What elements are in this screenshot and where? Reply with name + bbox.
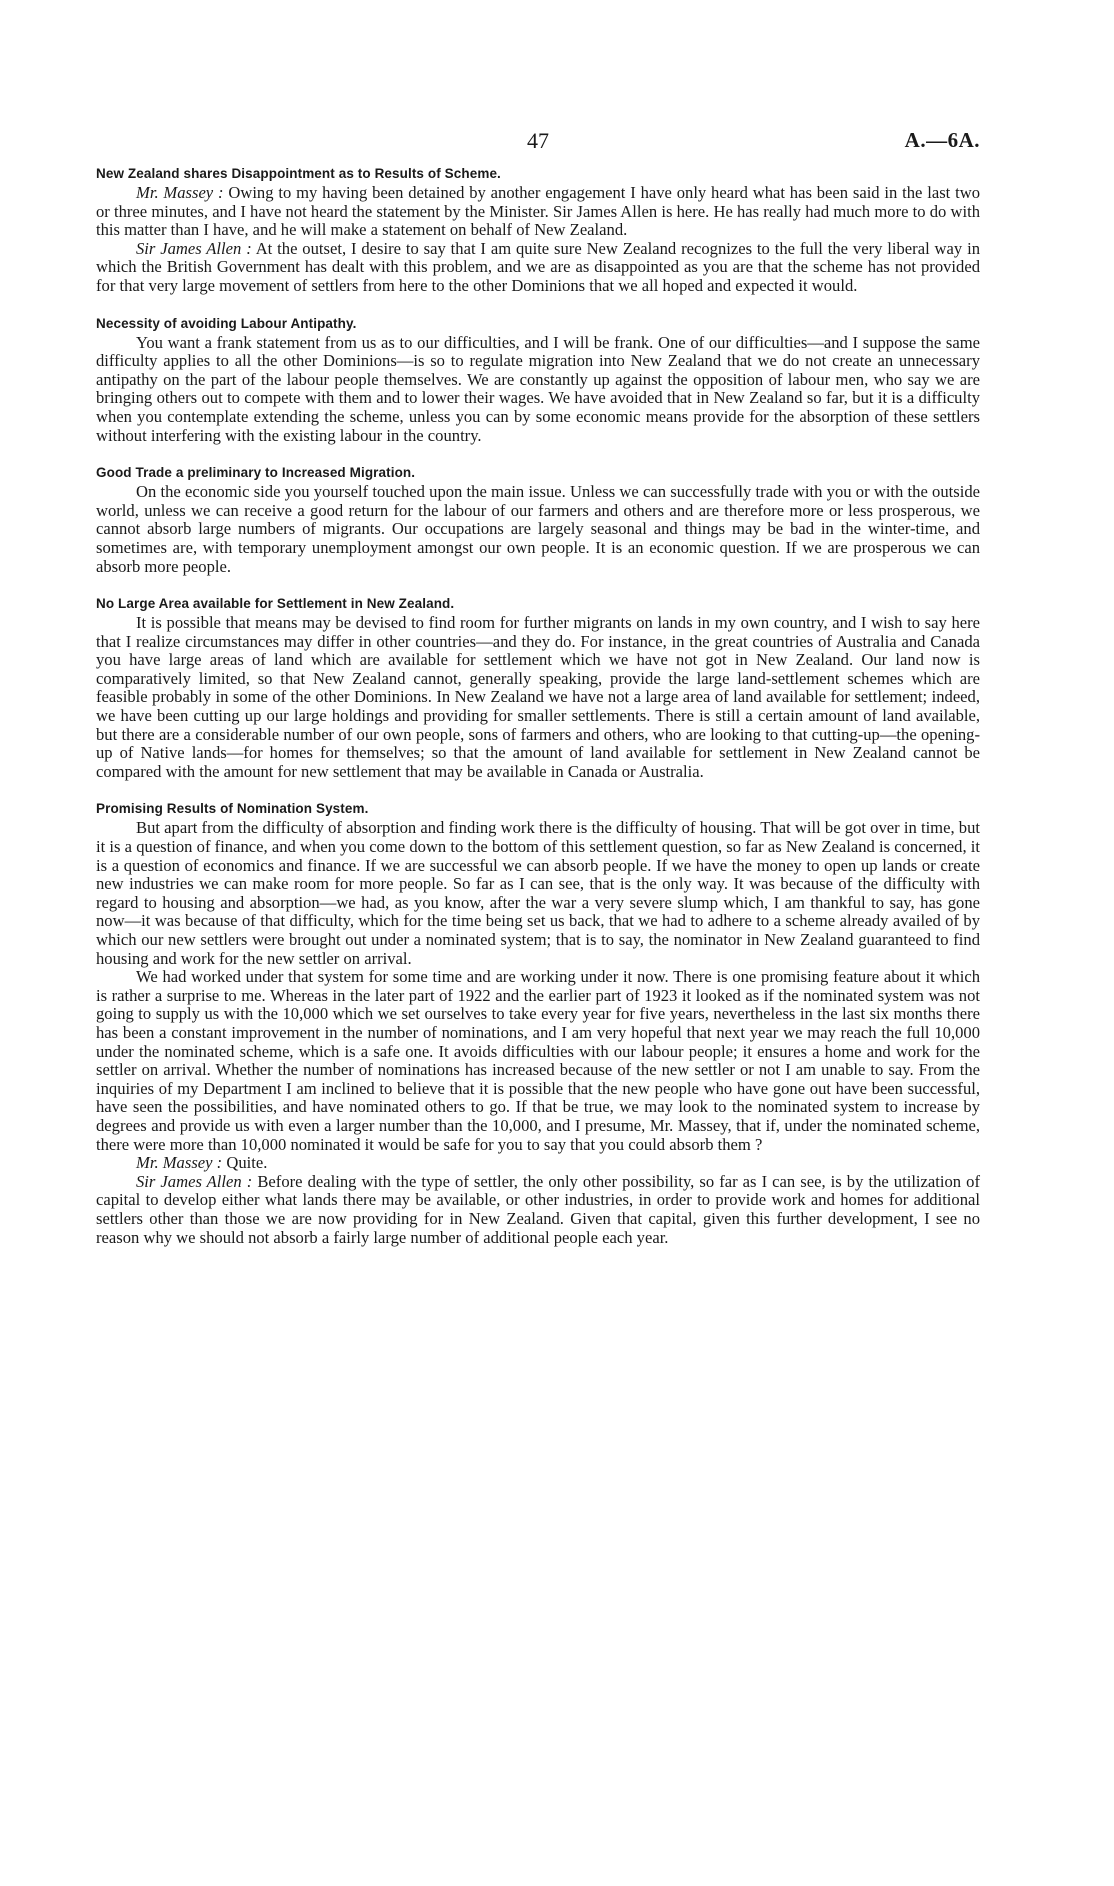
paragraph: [96, 1173, 980, 1247]
speaker-name: Sir James Allen :: [136, 238, 252, 258]
section-labour-antipathy: [96, 316, 980, 446]
paragraph: [96, 1154, 980, 1173]
section-heading: Good Trade a preliminary to Increased Migration.: [96, 465, 416, 481]
paragraph-text: But apart from the difficulty of absorption and finding work there is the difficulty of housing. That will be got over in time, but it is a question of finance, and when you come down to the bottom of this settlement question, so far as New Zealand is concerned, it is a question of economics and finance. If we are successful we can absorb people. If we have the money to open up lands or create new industries we can make room for more people. So far as I can see, that is the only way. It was because of the difficulty with regard to housing and absorption—we had, as you know, after the war a very severe slump which, I am thankful to say, has gone now—it was because of that difficulty, which for the time being set us back, that we had to adhere to a scheme already availed of by which our new settlers were brought out under a nominated system; that is to say, the nominator in New Zealand guaranteed to find housing and work for the new settler on arrival.: [96, 818, 980, 968]
speaker-name: Mr. Massey :: [136, 183, 224, 202]
page-header: [96, 128, 980, 166]
paragraph: [96, 819, 980, 968]
paragraph-text: Quite.: [226, 1153, 268, 1173]
paragraph: [96, 334, 980, 446]
section-heading: Promising Results of Nomination System.: [96, 801, 369, 817]
paragraph: [96, 614, 980, 781]
section-heading: Necessity of avoiding Labour Antipathy.: [96, 315, 357, 331]
document-reference: A.—6A.: [904, 128, 980, 152]
section-heading: No Large Area available for Settlement in New Zealand.: [96, 596, 455, 612]
section-good-trade: [96, 465, 980, 576]
paragraph-text: Before dealing with the type of settler, the only other possibility, so far as I can see, is by the utilization of capital to develop either what lands there may be available, or other industries, in order to provide work and homes for additional settlers other than those we are now providing for in New Zealand. Given that capital, given this further development, I see no reason why we should not absorb a fairly large number of additional people each year.: [96, 1171, 980, 1247]
paragraph-text: Owing to my having been detained by another engagement I have only heard what has been said in the last two or three minutes, and I have not heard the statement by the Minister. Sir James Allen is here. He has really had much more to do with this matter than I have, and he will make a statement on behalf of New Zealand.: [96, 183, 980, 240]
document-page: [96, 128, 980, 1247]
paragraph-text: At the outset, I desire to say that I am quite sure New Zealand recognizes to the full the very liberal way in which the British Government has dealt with this problem, and we are as disappointed as you are that the scheme has not provided for that very large movement of settlers from here to the other Dominions that we all hoped and expected it would.: [96, 238, 980, 295]
paragraph-text: It is possible that means may be devised to find room for further migrants on lands in my own country, and I wish to say here that I realize circumstances may differ in other countries—and they do. For instance, in the great countries of Australia and Canada you have large areas of land which are available for settlement which we have not got in New Zealand. Our land now is comparatively limited, so that New Zealand cannot, generally speaking, provide the large land-settlement schemes which are feasible probably in some of the other Dominions. In New Zealand we have not a large area of land available for settlement; indeed, we have been cutting up our large holdings and providing for smaller settlements. There is still a certain amount of land available, but there are a considerable number of our own people, sons of farmers and others, who are looking to that cutting-up—the opening-up of Native lands—for homes for themselves; so that the amount of land available for settlement in New Zealand cannot be compared with the amount for new settlement that may be available in Canada or Australia.: [96, 613, 980, 781]
speaker-name: Mr. Massey :: [136, 1153, 223, 1173]
section-nomination-system: [96, 801, 980, 1247]
paragraph-text: We had worked under that system for some time and are working under it now. There is one promising feature about it which is rather a surprise to me. Whereas in the later part of 1922 and the earlier part of 1923 it looked as if the nominated system was not going to supply us with the 10,000 which we set ourselves to take every year for five years, nevertheless in the last six months there has been a constant improvement in the number of nominations, and I am very hopeful that next year we may reach the full 10,000 under the nominated scheme, which is a safe one. It avoids difficulties with our labour people; it ensures a home and work for the settler on arrival. Whether the number of nominations has increased because of the new settler or not I am unable to say. From the inquiries of my Department I am inclined to believe that it is possible that the new people who have gone out have been successful, have seen the possibilities, and have nominated others to go. If that be true, we may look to the nominated system to increase by degrees and provide us with even a larger number than the 10,000, and I presume, Mr. Massey, that if, under the nominated scheme, there were more than 10,000 nominated it would be safe for you to say that you could absorb them ?: [96, 967, 980, 1154]
speaker-name: Sir James Allen :: [136, 1171, 253, 1191]
page-number: 47: [527, 128, 549, 153]
section-heading: New Zealand shares Disappointment as to Results of Scheme.: [96, 166, 501, 181]
paragraph: [96, 968, 980, 1154]
paragraph-text: You want a frank statement from us as to our difficulties, and I will be frank. One of our difficulties—and I suppose the same difficulty applies to all the other Dominions—is so to regulate migration into New Zealand that we do not create an unnecessary antipathy on the part of the labour people themselves. We are constantly up against the opposition of labour men, who say we are bringing others out to compete with them and to lower their wages. We have avoided that in New Zealand so far, but it is a difficulty when you contemplate extending the scheme, unless you can by some economic means provide for the absorption of these settlers without interfering with the existing labour in the country.: [96, 332, 980, 445]
section-no-large-area: [96, 596, 980, 781]
paragraph: [96, 240, 980, 296]
paragraph-text: On the economic side you yourself touched upon the main issue. Unless we can successfully trade with you or with the outside world, unless we can receive a good return for the labour of our farmers and others and are therefore more or less prosperous, we cannot absorb large numbers of migrants. Our occupations are largely seasonal and things may be bad in the winter-time, and sometimes are, with temporary unemployment amongst our own people. It is an economic question. If we are prosperous we can absorb more people.: [96, 482, 980, 576]
paragraph: [96, 483, 980, 576]
paragraph: [96, 184, 980, 240]
section-disappointment: [96, 166, 980, 296]
